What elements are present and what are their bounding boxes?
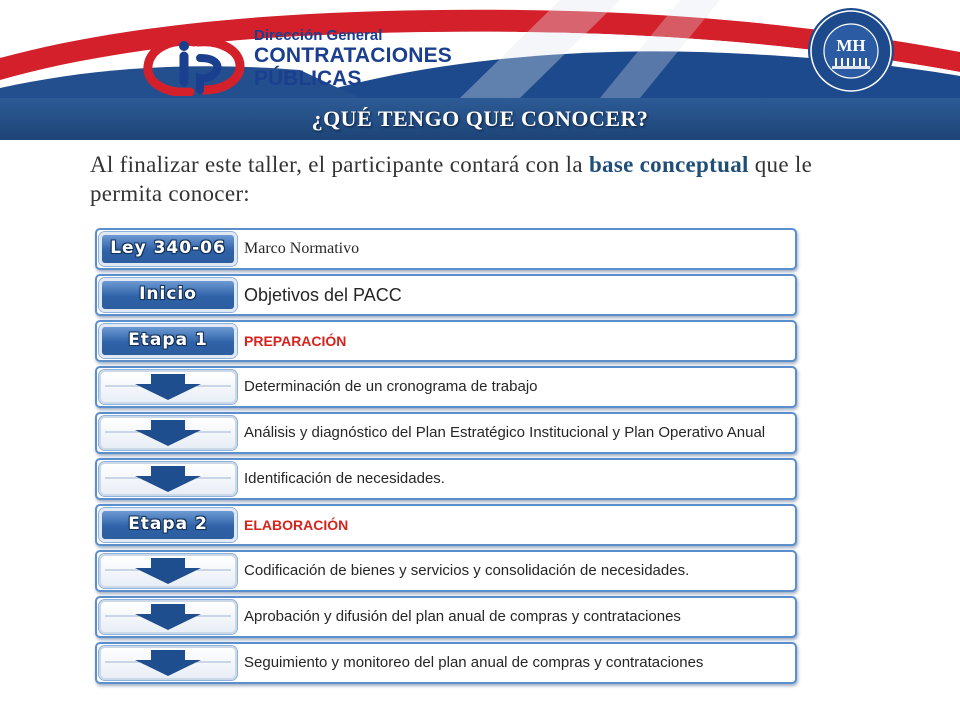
step-row — [95, 596, 797, 638]
dgcp-logo-text — [254, 28, 452, 90]
down-arrow-icon — [99, 554, 237, 588]
intro-emphasis: base conceptual — [588, 152, 749, 177]
intro-text-start: Al finalizar este taller, el participante contará con la — [90, 152, 589, 177]
step-row — [95, 412, 797, 454]
step-text: Análisis y diagnóstico del Plan Estratégico Institucional y Plan Operativo Anual — [244, 424, 766, 441]
step-text: Marco Normativo — [244, 240, 360, 257]
step-row-etapa-1 — [95, 320, 797, 362]
step-badge — [99, 232, 237, 266]
logo-line-1: Dirección General — [254, 27, 383, 44]
step-badge-label: Etapa 2 — [128, 514, 208, 534]
step-row — [95, 642, 797, 684]
down-arrow-icon — [99, 370, 237, 404]
step-text: Seguimiento y monitoreo del plan anual de compras y contrataciones — [244, 654, 704, 671]
header — [0, 0, 960, 98]
step-row — [95, 366, 797, 408]
intro-paragraph — [90, 150, 880, 208]
step-badge-label: Etapa 1 — [128, 330, 208, 350]
down-arrow-icon — [99, 416, 237, 450]
step-badge — [99, 278, 237, 312]
step-badge-label: Inicio — [139, 284, 197, 304]
down-arrow-icon — [99, 646, 237, 680]
step-text: Determinación de un cronograma de trabajo — [244, 378, 538, 395]
page-title: ¿QUÉ TENGO QUE CONOCER? — [311, 106, 649, 131]
step-text: Objetivos del PACC — [244, 285, 402, 305]
step-badge — [99, 508, 237, 542]
step-text: Codificación de bienes y servicios y consolidación de necesidades. — [244, 562, 690, 579]
dgcp-logo — [142, 27, 453, 98]
step-text: Aprobación y difusión del plan anual de compras y contrataciones — [244, 608, 681, 625]
step-row — [95, 458, 797, 500]
stage-title: PREPARACIÓN — [244, 333, 347, 349]
down-arrow-icon — [99, 600, 237, 634]
stage-title: ELABORACIÓN — [244, 517, 349, 533]
step-row-etapa-2 — [95, 504, 797, 546]
logo-line-2: CONTRATACIONES — [254, 44, 453, 67]
step-row-inicio — [95, 274, 797, 316]
intro-text-end: que le permita conocer: — [90, 152, 813, 206]
down-arrow-icon — [99, 462, 237, 496]
step-text: Identificación de necesidades. — [244, 470, 445, 487]
ministry-seal — [806, 6, 896, 96]
step-badge-label: Ley 340-06 — [110, 238, 226, 258]
title-bar — [0, 98, 960, 140]
step-row — [95, 550, 797, 592]
logo-line-3: PÚBLICAS — [254, 67, 362, 90]
step-row-ley — [95, 228, 797, 270]
dgcp-logo-icon — [142, 36, 247, 96]
seal-abbreviation: MH — [836, 36, 866, 55]
step-badge — [99, 324, 237, 358]
